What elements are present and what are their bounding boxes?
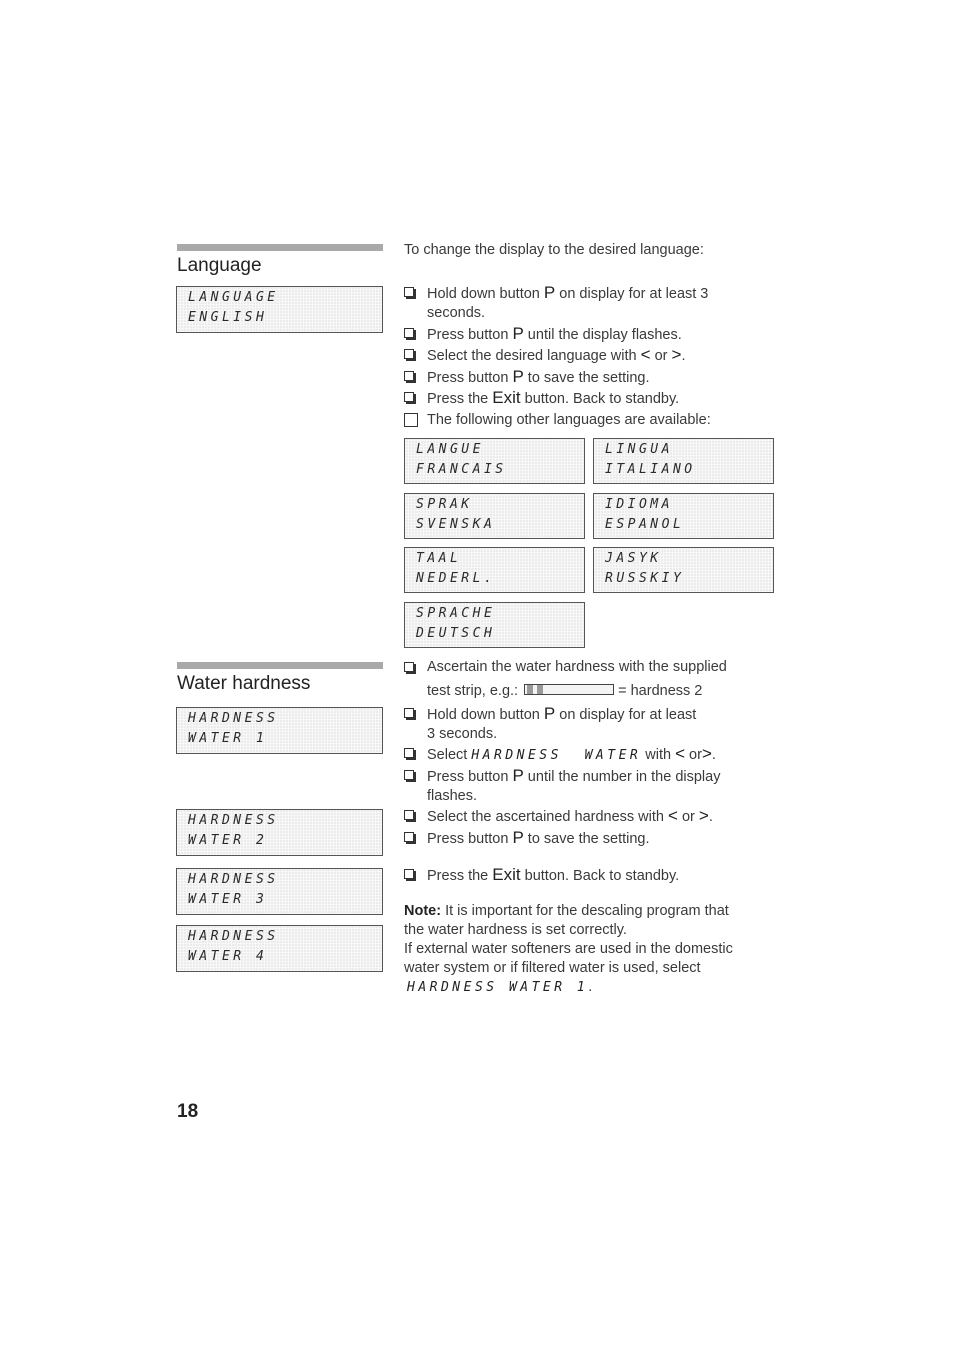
step-text: with — [641, 747, 676, 763]
step-text: = hardness 2 — [618, 683, 703, 699]
note-paragraph — [404, 902, 733, 997]
lcd-line: ESPANOL — [605, 517, 685, 532]
page-number: 18 — [177, 1101, 199, 1122]
key-label: P — [543, 704, 556, 723]
key-label: > — [701, 744, 712, 763]
checkbox-bullet-icon — [404, 349, 414, 359]
key-label: < — [668, 806, 678, 825]
step-text: Hold down button — [427, 286, 544, 302]
step-text: Hold down button — [427, 707, 544, 723]
checkbox-bullet-icon — [404, 810, 414, 820]
step-text: Press the — [427, 868, 493, 884]
checkbox-bullet-icon — [404, 832, 414, 842]
step-text: Select — [427, 747, 472, 763]
note-text: . — [588, 979, 593, 995]
lcd-display — [176, 925, 383, 972]
step-text: or — [650, 348, 672, 364]
lcd-display — [593, 547, 774, 593]
lcd-line: RUSSKIY — [605, 571, 685, 586]
step-text: flashes. — [427, 788, 477, 804]
key-label: > — [671, 345, 682, 364]
checkbox-bullet-icon — [404, 708, 414, 718]
lcd-display — [404, 547, 585, 593]
key-label: P — [512, 367, 524, 386]
lcd-line: NEDERL. — [416, 571, 496, 586]
lcd-line: SVENSKA — [416, 517, 496, 532]
key-label: Exit — [492, 388, 521, 407]
lcd-line: HARDNESS — [188, 872, 279, 887]
step-text: on display for at least 3 — [555, 286, 709, 302]
step-text: Press the — [427, 391, 493, 407]
step-text: on display for at least — [555, 707, 697, 723]
key-label: Exit — [492, 865, 521, 884]
step-text: Select the ascertained hardness with — [427, 809, 668, 825]
test-strip-icon — [524, 684, 614, 695]
note-text: the water hardness is set correctly. — [404, 922, 627, 938]
note-label: Note: — [404, 903, 442, 919]
checkbox-bullet-icon — [404, 328, 414, 338]
lcd-display — [176, 707, 383, 754]
step-text: . — [708, 809, 713, 825]
lcd-display — [176, 868, 383, 915]
lcd-display — [593, 438, 774, 484]
note-text: If external water softeners are used in the domestic — [404, 941, 733, 957]
section-rule — [177, 244, 383, 251]
lcd-display — [404, 438, 585, 484]
key-label: P — [512, 828, 524, 847]
checkbox-icon — [404, 413, 418, 427]
step-text: button. Back to standby. — [520, 868, 680, 884]
step-text: until the display flashes. — [523, 327, 682, 343]
lcd-display — [404, 493, 585, 539]
lcd-display — [176, 809, 383, 856]
checkbox-bullet-icon — [404, 748, 414, 758]
step-text: . — [711, 747, 716, 763]
lcd-line: WATER 1 — [188, 731, 268, 746]
lcd-display — [404, 602, 585, 648]
checkbox-bullet-icon — [404, 371, 414, 381]
lcd-line: SPRACHE — [416, 606, 496, 621]
step-text: test strip, e.g.: — [427, 683, 519, 699]
key-label: P — [512, 324, 524, 343]
section-heading-water-hardness: Water hardness — [177, 673, 311, 694]
step-text: until the number in the display — [523, 769, 721, 785]
key-label: < — [675, 744, 686, 763]
checkbox-bullet-icon — [404, 869, 414, 879]
lcd-line: DEUTSCH — [416, 626, 496, 641]
key-label: P — [512, 766, 524, 785]
key-label: > — [698, 806, 709, 825]
note-text: It is important for the descaling program that — [441, 903, 729, 919]
lcd-inline-text: HARDNESS WATER — [471, 748, 642, 763]
checkbox-bullet-icon — [404, 392, 414, 402]
lcd-line: LANGUAGE — [188, 290, 279, 305]
step-text: Press button — [427, 370, 513, 386]
lcd-line: TAAL — [416, 551, 462, 566]
lcd-line: HARDNESS — [188, 711, 279, 726]
step-text: or — [677, 809, 699, 825]
step-text: Press button — [427, 769, 513, 785]
lcd-display — [176, 286, 383, 333]
checkbox-bullet-icon — [404, 287, 414, 297]
section-rule — [177, 662, 383, 669]
lcd-line: IDIOMA — [605, 497, 673, 512]
step-text: . — [681, 348, 686, 364]
checkbox-bullet-icon — [404, 662, 414, 672]
lcd-line: HARDNESS — [188, 929, 279, 944]
step-text: to save the setting. — [523, 831, 650, 847]
step-text: or — [685, 747, 702, 763]
step-text: seconds. — [427, 305, 486, 321]
step-text: Select the desired language with — [427, 348, 641, 364]
step-text: Ascertain the water hardness with the supplied — [427, 659, 727, 675]
step-text: to save the setting. — [523, 370, 650, 386]
lcd-inline-text: HARDNESS WATER 1 — [407, 980, 589, 995]
key-label: P — [543, 283, 556, 302]
lcd-display — [593, 493, 774, 539]
lcd-line: ITALIANO — [605, 462, 696, 477]
lcd-line: ENGLISH — [188, 310, 268, 325]
lcd-line: HARDNESS — [188, 813, 279, 828]
note-text: water system or if filtered water is used, select — [404, 960, 701, 976]
lcd-line: JASYK — [605, 551, 662, 566]
checkbox-bullet-icon — [404, 770, 414, 780]
key-label: < — [640, 345, 651, 364]
lcd-line: WATER 2 — [188, 833, 268, 848]
step-text: Press button — [427, 327, 513, 343]
step-text: Press button — [427, 831, 513, 847]
lcd-line: FRANCAIS — [416, 462, 507, 477]
lcd-line: WATER 4 — [188, 949, 268, 964]
step-text: 3 seconds. — [427, 726, 498, 742]
step-text: button. Back to standby. — [520, 391, 680, 407]
intro-text: To change the display to the desired language: — [404, 242, 704, 258]
note-text: The following other languages are available: — [427, 412, 711, 428]
section-heading-language: Language — [177, 255, 262, 276]
lcd-line: LINGUA — [605, 442, 673, 457]
lcd-line: WATER 3 — [188, 892, 268, 907]
lcd-line: SPRAK — [416, 497, 473, 512]
lcd-line: LANGUE — [416, 442, 484, 457]
